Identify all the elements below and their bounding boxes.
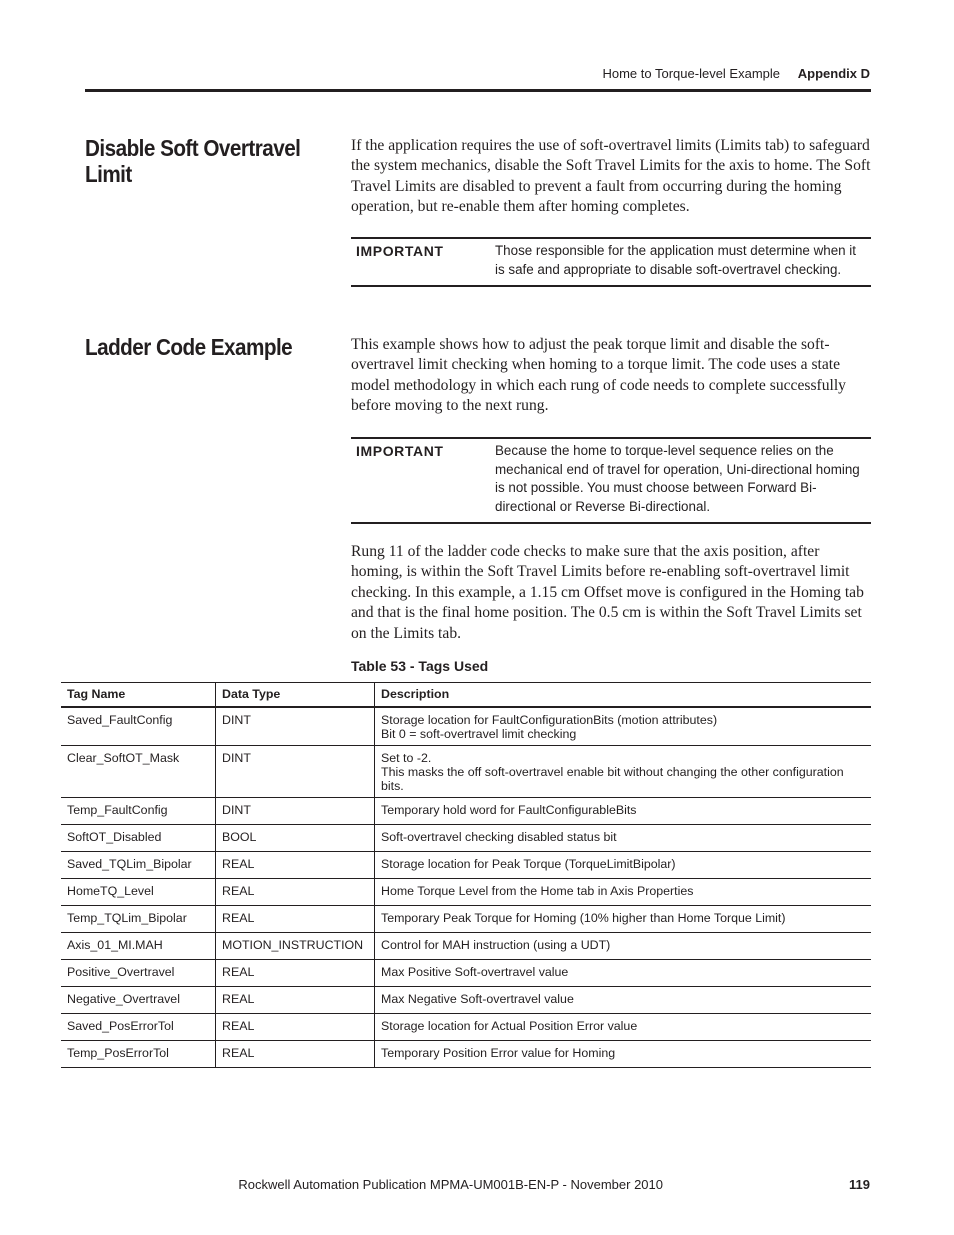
- cell-data-type: REAL: [216, 987, 375, 1014]
- cell-tag-name: Saved_FaultConfig: [61, 707, 216, 746]
- cell-tag-name: Saved_PosErrorTol: [61, 1014, 216, 1041]
- table-row: [61, 707, 871, 746]
- cell-tag-name: Axis_01_MI.MAH: [61, 933, 216, 960]
- cell-description: [375, 825, 872, 852]
- cell-data-type: REAL: [216, 852, 375, 879]
- cell-description: [375, 987, 872, 1014]
- section-body-disable-soft-overtravel: If the application requires the use of soft-overtravel limits (Limits tab) to safeguard the system mechanics, disable the Soft Travel Limits for the axis to home. The Soft Travel Limits are disabled to prevent a fault from occurring during the homing operation, but re-enable them after homing completes.: [351, 137, 871, 216]
- footer-publication: Rockwell Automation Publication MPMA-UM001B-EN-P - November 2010: [238, 1177, 663, 1192]
- description-line: Temporary hold word for FaultConfigurableBits: [381, 803, 637, 817]
- cell-data-type: MOTION_INSTRUCTION: [216, 933, 375, 960]
- important-label: IMPORTANT: [356, 243, 444, 259]
- cell-data-type: REAL: [216, 906, 375, 933]
- cell-data-type: REAL: [216, 879, 375, 906]
- description-line: Storage location for Peak Torque (TorqueLimitBipolar): [381, 857, 676, 871]
- cell-data-type: DINT: [216, 746, 375, 798]
- table-row: [61, 906, 871, 933]
- cell-description: [375, 879, 872, 906]
- table-row: [61, 960, 871, 987]
- section-body-ladder-code: This example shows how to adjust the peak torque limit and disable the soft-overtravel limit checking when homing to a torque limit. The code uses a state model methodology in which each rung of code needs to complete successfully before moving to the next rung.: [351, 336, 846, 415]
- cell-tag-name: Negative_Overtravel: [61, 987, 216, 1014]
- important-note-2: [351, 437, 871, 524]
- description-line: Control for MAH instruction (using a UDT): [381, 938, 611, 952]
- header-rule: [85, 89, 871, 92]
- cell-tag-name: HomeTQ_Level: [61, 879, 216, 906]
- table-row: [61, 987, 871, 1014]
- cell-description: [375, 1041, 872, 1068]
- table-row: [61, 798, 871, 825]
- cell-tag-name: Temp_PosErrorTol: [61, 1041, 216, 1068]
- tags-used-table: [61, 682, 871, 1068]
- table-row: [61, 746, 871, 798]
- cell-data-type: REAL: [216, 1014, 375, 1041]
- cell-description: [375, 746, 872, 798]
- cell-data-type: DINT: [216, 707, 375, 746]
- table-row: [61, 1041, 871, 1068]
- cell-tag-name: Temp_FaultConfig: [61, 798, 216, 825]
- header-tag-name: Tag Name: [61, 683, 216, 708]
- section-title-ladder-code: Ladder Code Example: [85, 334, 293, 360]
- cell-description: [375, 707, 872, 746]
- table-row: [61, 879, 871, 906]
- description-line: Storage location for Actual Position Error value: [381, 1019, 638, 1033]
- cell-description: [375, 906, 872, 933]
- description-line: Set to -2.: [381, 751, 432, 765]
- cell-data-type: BOOL: [216, 825, 375, 852]
- description-line: Bit 0 = soft-overtravel limit checking: [381, 727, 577, 741]
- cell-description: [375, 933, 872, 960]
- table-header-row: [61, 683, 871, 708]
- header-data-type: Data Type: [216, 683, 375, 708]
- description-line: Storage location for FaultConfigurationBits (motion attributes): [381, 713, 718, 727]
- running-header-appendix: Appendix D: [797, 66, 870, 81]
- description-line: Max Negative Soft-overtravel value: [381, 992, 574, 1006]
- running-header-section: Home to Torque-level Example: [602, 66, 780, 81]
- description-line: Home Torque Level from the Home tab in Axis Properties: [381, 884, 694, 898]
- description-line: This masks the off soft-overtravel enable bit without changing the other configuration bits.: [381, 765, 844, 793]
- cell-tag-name: Clear_SoftOT_Mask: [61, 746, 216, 798]
- description-line: Temporary Peak Torque for Homing (10% higher than Home Torque Limit): [381, 911, 786, 925]
- table-row: [61, 852, 871, 879]
- cell-description: [375, 798, 872, 825]
- important-text: Those responsible for the application must determine when it is safe and appropriate to disable soft-overtravel checking.: [495, 243, 856, 277]
- section-title-disable-soft-overtravel: Disable Soft Overtravel Limit: [85, 135, 301, 187]
- cell-tag-name: Temp_TQLim_Bipolar: [61, 906, 216, 933]
- header-description: Description: [375, 683, 872, 708]
- table-row: [61, 1014, 871, 1041]
- table-caption: Table 53 - Tags Used: [351, 658, 489, 674]
- page-number: 119: [849, 1177, 870, 1192]
- description-line: Max Positive Soft-overtravel value: [381, 965, 569, 979]
- cell-tag-name: Positive_Overtravel: [61, 960, 216, 987]
- section-body-rung-11: Rung 11 of the ladder code checks to make sure that the axis position, after homing, is within the Soft Travel Limits before re-enabling soft-overtravel limit checking. In this example, a 1.15 cm Offset move is configured in the Homing tab and that is the final home position. The 0.5 cm is within the Soft Travel Limits set on the Limits tab.: [351, 543, 864, 642]
- description-line: Temporary Position Error value for Homing: [381, 1046, 616, 1060]
- important-text: Because the home to torque-level sequence relies on the mechanical end of travel for operation, Uni-directional homing is not possible. You must choose between Forward Bi-directional or Reverse Bi-directional.: [495, 443, 860, 514]
- cell-description: [375, 1014, 872, 1041]
- cell-data-type: REAL: [216, 1041, 375, 1068]
- cell-description: [375, 960, 872, 987]
- table-row: [61, 933, 871, 960]
- description-line: Soft-overtravel checking disabled status bit: [381, 830, 617, 844]
- cell-data-type: REAL: [216, 960, 375, 987]
- cell-description: [375, 852, 872, 879]
- table-row: [61, 825, 871, 852]
- cell-tag-name: Saved_TQLim_Bipolar: [61, 852, 216, 879]
- important-note-1: [351, 237, 871, 287]
- cell-data-type: DINT: [216, 798, 375, 825]
- cell-tag-name: SoftOT_Disabled: [61, 825, 216, 852]
- important-label: IMPORTANT: [356, 443, 444, 459]
